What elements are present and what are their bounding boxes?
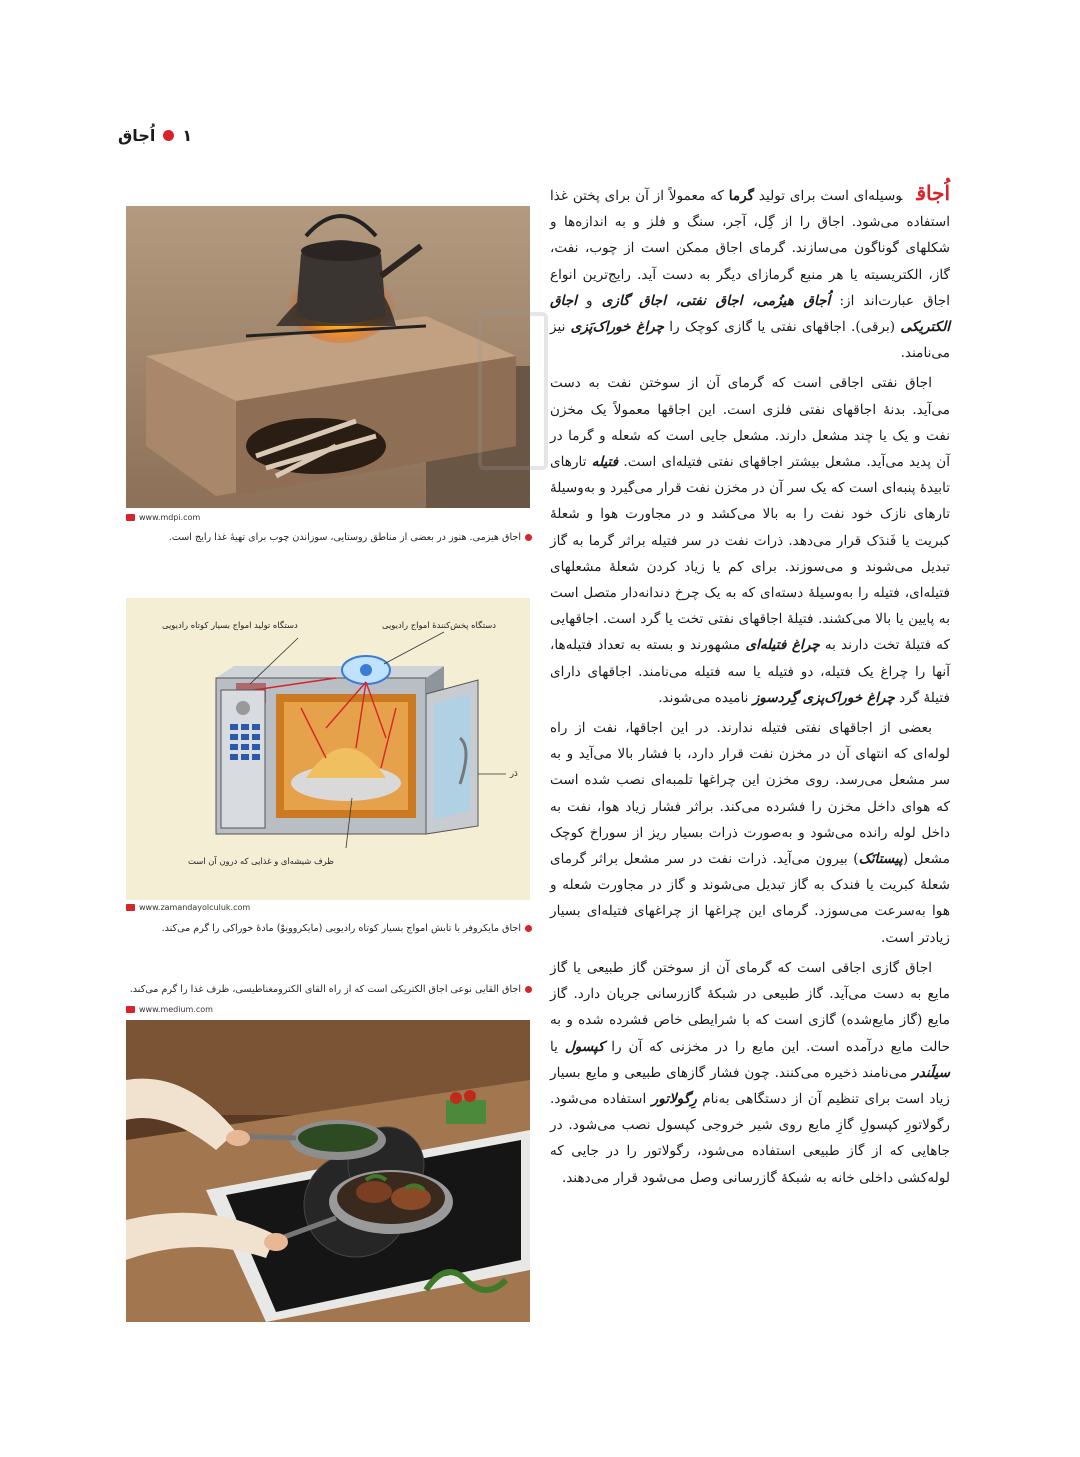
emphasized-term: پیستانَک	[858, 851, 903, 868]
entry-paragraph-2	[550, 370, 950, 711]
caption-bullet-icon	[525, 986, 532, 993]
emphasized-term: سیلَندر	[912, 1064, 950, 1081]
emphasized-term: چراغ خوراک‌پَزی	[570, 319, 665, 336]
entry-headword: اُجاق	[916, 181, 951, 205]
text-run: و	[576, 292, 602, 309]
text-run: یا	[550, 1038, 565, 1055]
text-run: وسیله‌ای است برای تولید	[754, 188, 903, 204]
text-run: ) بیرون می‌آید. ذرات نفت در سر مشعل براثر گرمای شعلهٔ کبریت یا فندک به گاز تبدیل می‌شوند و گاز در مجاورت شعله و هوا به‌سرعت می‌سوزد. گرمای این چراغها از چراغهای فتیله‌ای بسیار زیادتر است.	[550, 851, 950, 946]
text-run: نیز می‌نامند.	[550, 319, 950, 362]
wood-stove-photo	[126, 206, 530, 508]
source-induction: www.medium.com	[126, 1005, 213, 1014]
caption-microwave: اجاق مایکروفر با تابش امواج بسیار کوتاه رادیویی (مایکروویوْ) مادهٔ خوراکی را گرم می‌کند.	[120, 921, 532, 937]
entry-paragraph-3	[550, 715, 950, 951]
label-wave-distributor: دستگاه پخش‌کنندهٔ امواج رادیویی	[382, 620, 497, 630]
figure-microwave-diagram	[126, 598, 530, 900]
paragraph-runs	[550, 960, 950, 1186]
entry-paragraph-4	[550, 955, 950, 1191]
text-run: بعضی از اجاقهای نفتی فتیله ندارند. در این اجاقها، نفت از راه لوله‌ای که انتهای آن در مخزن نفت قرار دارد، با فشار بالا می‌آید و به سر مشعل می‌رسد. روی مخزن این چراغها تلمبه‌ای نصب شده است که هوای داخل مخزن را فشرده می‌کند. براثر فشار زیاد هوا، نفت به داخل لوله رانده می‌شود و به‌صورت ذرات بسیار ریز از سوراخ کوچک مشعل (	[550, 720, 950, 868]
label-door: دَر	[510, 768, 518, 778]
text-run: که معمولاً از آن برای پختن غذا استفاده می‌شود. اجاق را از گِل، آجر، سنگ و فلز و به اندازه‌ها و شکلهای گوناگون می‌سازند. گرمای اجاق ممکن است از چوب، نفت، گاز، الکتریسیته یا هر منبع گرمازای دیگر به دست آید. رایج‌ترین انواع اجاق عبارت‌اند از:	[550, 188, 950, 309]
caption-bullet-icon	[525, 534, 532, 541]
text-run: استفاده می‌شود. رگولاتورِ کپسولِ گازِ مایع روی شیر خروجی کپسول نصب می‌شود. در جاهایی که از گاز طبیعی استفاده می‌شود، رگولاتور را در جایی که لوله‌کشی داخلی خانه به شبکهٔ گازرسانی وصل می‌شود قرار می‌دهند.	[550, 1090, 950, 1186]
emphasized-term: چراغ فتیله‌ای	[745, 637, 820, 654]
emphasized-term: گرما	[728, 188, 755, 204]
emphasized-term: کپسول	[564, 1038, 605, 1055]
source-microwave: www.zamandayolculuk.com	[126, 903, 250, 912]
emphasized-term: چراغ خوراک‌پزی گِردسوز	[752, 689, 895, 706]
source-marker-icon	[126, 1006, 135, 1013]
page-header	[118, 122, 218, 148]
emphasized-term: اجاق الکتریکی	[550, 292, 951, 336]
figure-induction-photo	[126, 1020, 530, 1322]
text-run: مشهورند و بسته به تعداد فتیله‌ها، آنها را چراغ یک فتیله، دو فتیله یا سه فتیله می‌نامند. اجاقهای دارای فتیلهٔ گرد	[550, 637, 950, 706]
source-wood-stove: www.mdpi.com	[126, 513, 200, 522]
header-dot	[163, 130, 174, 141]
microwave-illustration	[126, 598, 530, 900]
source-marker-icon	[126, 514, 135, 521]
header-title: اُجاق	[118, 125, 156, 145]
entry-paragraph-1	[550, 180, 950, 366]
induction-cooktop-photo	[126, 1020, 530, 1322]
paragraph-runs	[550, 720, 950, 946]
label-wave-generator: دستگاه تولید امواج بسیار کوتاه رادیویی	[162, 620, 298, 630]
text-run: اجاق گازی اجاقی است که گرمای آن از سوختن گاز طبیعی یا گاز مایع به دست می‌آید. گاز طبیعی در شبکهٔ گازرسانی جریان دارد. گاز مایع (گاز مایع‌شده) گازی است که با شرایطی خاص فشرده شده و به حالت مایع درآمده است. این مایع را در مخزنی که آن را	[550, 959, 950, 1055]
emphasized-term: فتیله	[591, 454, 619, 471]
paragraph-runs	[550, 188, 950, 361]
text-run: نامیده می‌شوند.	[658, 689, 753, 706]
caption-wood-stove: اجاق هیزمی. هنوز در بعضی از مناطق روستایی، سوزاندن چوب برای تهیهٔ غذا رایج است.	[120, 530, 532, 546]
figure-wood-stove	[126, 206, 530, 508]
label-glass-dish: ظرف شیشه‌ای و غذایی که درون آن است	[188, 856, 334, 866]
text-run: اجاق نفتی اجاقی است که گرمای آن از سوختن نفت به دست می‌آید. بدنهٔ اجاقهای نفتی فلزی است. این اجاقها معمولاً یک مخزن نفت و یک یا چند مشعل دارند. مشعل جایی است که شعله و گرما در آن پدید می‌آید. مشعل بیشتر اجاقهای نفتی فتیله‌ای است.	[550, 375, 950, 471]
text-run: می‌نامند ذخیره می‌کنند. چون فشار گازهای طبیعی و مایع بسیار زیاد است برای تنظیم آن از دستگاهی به‌نام	[550, 1064, 950, 1107]
caption-bullet-icon	[525, 925, 532, 932]
emphasized-term: اُجاق هیزُمی، اجاق نفتی، اجاق گازی	[601, 292, 831, 309]
source-marker-icon	[126, 904, 135, 911]
emphasized-term: رِگولاتور	[651, 1090, 697, 1107]
paragraph-runs	[550, 375, 950, 705]
caption-induction: اجاق القایی نوعی اجاق الکتریکی است که از راه القای الکترومغناطیسی، ظرف غذا را گرم می‌کند.	[120, 982, 532, 998]
text-run: تارهای تابیدهٔ پنبه‌ای است که یک سر آن در مخزن نفت قرار می‌گیرد و به‌وسیلهٔ تارهای نازک خود نفت را به بالا می‌کشد و در مجاورت هوا و شعلهٔ کبریت یا فَندَک قرار می‌دهد. ذرات نفت در سر فتیله براثر گرما به گاز تبدیل می‌شوند و می‌سوزند. برای کم یا زیاد کردن شعلهٔ مشعلهای فتیله‌ای، فتیله را به‌وسیلهٔ دسته‌ای که به یک چرخ دندانه‌دار متصل است به پایین یا بالا می‌کشند. فتیلهٔ اجاقهای نفتی تخت یا گرد است. اجاقهایی که فتیلهٔ تخت دارند به	[550, 454, 950, 654]
publisher-logo-watermark	[478, 312, 548, 470]
page-number: ۱	[182, 125, 193, 145]
text-run: (برقی). اجاقهای نفتی یا گازی کوچک را	[664, 319, 901, 336]
entry-body	[550, 180, 950, 1195]
